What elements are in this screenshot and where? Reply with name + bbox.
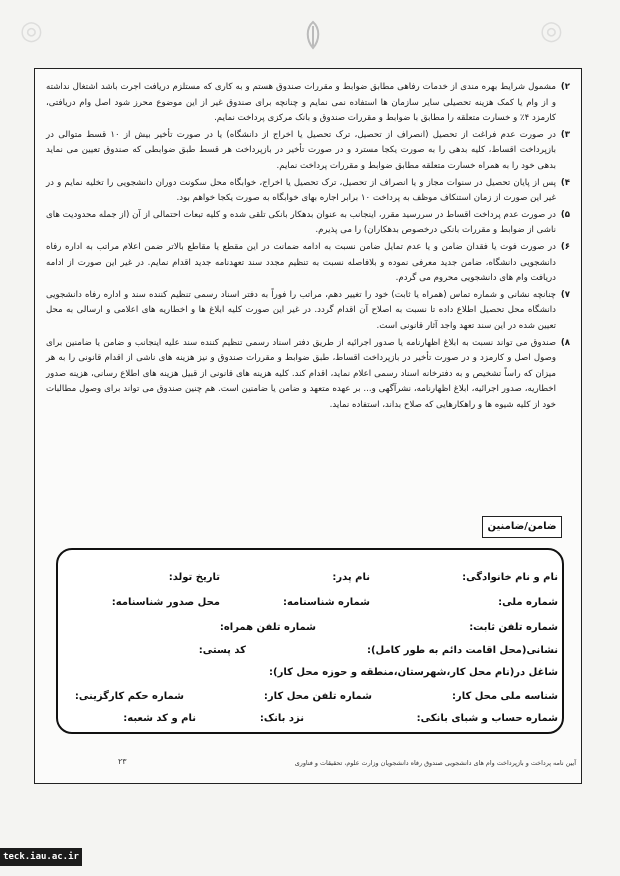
clause-text: در صورت عدم پرداخت اقساط در سررسید مقرر، اینجانب به عنوان بدهکار بانکی تلقی شده و کلیه تبعات احتمالی از آن (از جمله محدودیت های ناشی از ضوابط و مقررات بانکی درخصوص بدهکاران) را می پذیرم. [46, 209, 556, 236]
clause-item [46, 240, 570, 287]
page-number: ۲۳ [118, 757, 127, 766]
watermark-icon: ◎ [540, 16, 563, 46]
clause-number: ۴) [560, 177, 570, 188]
clause-item [46, 176, 570, 207]
clause-text: مشمول شرایط بهره مندی از خدمات رفاهی مطابق ضوابط و مقررات صندوق هستم و به کاری که مستلزم دریافت اجرت باشد اشتغال نداشته و از وام یا کمک هزینه تحصیلی سایر سازمان ها استفاده نمی نمایم و چنانچه برای صندوق غیر از این موضوع محرز شود اصل وام دریافتی، کارمزد ۴٪ و خسارت متعلقه را مطابق با ضوابط و مقررات صندوق و بانک مرکزی پرداخت نمایم. [46, 82, 556, 124]
clause-text: در صورت فوت یا فقدان ضامن و یا عدم تمایل ضامن نسبت به ادامه ضمانت در این مقطع یا مقاطع بالاتر ضمن اعلام مراتب به اداره رفاه دانشجویی دانشگاه، ضامن جدید معرفی نموده و بلافاصله نسبت به تنظیم مجدد سند تعهدنامه جدید اقدام نمایم. در غیر این صورت از ادامه دریافت وام های دانشجویی محروم می گردم. [46, 241, 556, 284]
bank-name-field[interactable]: نزد بانک: [259, 713, 304, 724]
clause-text: چنانچه نشانی و شماره تماس (همراه یا ثابت) خود را تغییر دهم، مراتب را فوراً به دفتر اسناد رسمی تنظیم کننده سند و اداره رفاه دانشجویی دانشگاه محل تحصیل اطلاع داده تا نسبت به اصلاح آن اقدام گردد. در غیر این صورت کلیه ابلاغ ها و اخطاریه های اعلامی و ارسالی به محل تعیین شده در این سند تعهد واجد آثار قانونی است. [46, 289, 556, 331]
postal-code-field[interactable]: کد پستی: [198, 645, 246, 656]
id-place-field[interactable]: محل صدور شناسنامه: [111, 597, 220, 608]
work-phone-field[interactable]: شماره تلفن محل کار: [263, 691, 372, 702]
landline-field[interactable]: شماره تلفن ثابت: [469, 622, 558, 633]
clause-number: ۵) [560, 209, 570, 220]
clause-item [46, 288, 570, 335]
clause-text: پس از پایان تحصیل در سنوات مجاز و یا انصراف از تحصیل، ترک تحصیل یا اخراج، خوابگاه محل سکونت دوران دانشجویی را تخلیه نمایم و در غیر این صورت از زمان استنکاف موظف به پرداخت ۱۰ برابر اجاره بهای خوابگاه به صورت یکجا خواهم بود. [46, 177, 556, 204]
watermark-icon: ◎ [20, 16, 43, 46]
clause-number: ۷) [560, 289, 570, 300]
decree-number-field[interactable]: شماره حکم کارگزینی: [74, 691, 184, 702]
birth-date-field[interactable]: تاریخ تولد: [168, 572, 220, 583]
father-name-field[interactable]: نام پدر: [332, 572, 370, 583]
national-id-field[interactable]: شماره ملی: [498, 597, 558, 608]
clause-item [46, 208, 570, 239]
clause-number: ۸) [560, 337, 570, 348]
clause-number: ۲) [560, 82, 570, 92]
clause-text: صندوق می تواند نسبت به ابلاغ اظهارنامه یا صدور اجرائیه از طریق دفتر اسناد رسمی تنظیم کننده سند علیه اینجانب و ضامن یا ضامنین برای وصول اصل و کارمزد و در صورت تأخیر در بازپرداخت اقساط، طبق ضوابط و مقررات صندوق و نیز هزینه های ناشی از اقدام قانونی را به هر میزان که راساً تشخیص و به دفترخانه اسناد رسمی اعلام نماید، اقدام کند. کلیه هزینه های قانونی از قبیل هزینه های اطلاع رسانی، هزینه صدور اخطاریه، صدور اجرائیه، ابلاغ اظهارنامه، نشرآگهی و... بر عهده متعهد و ضامن یا ضامنین است. هم چنین صندوق می تواند برای وصول مطالبات خود از کلیه شیوه ها و راهکارهایی که صلاح بداند، استفاده نماید. [46, 337, 556, 410]
clause-number: ۳) [560, 129, 570, 140]
clause-item [46, 128, 570, 175]
clauses-list [46, 80, 570, 414]
employment-field[interactable]: شاغل در(نام محل کار،شهرستان،منطقه و حوزه محل کار): [269, 667, 558, 678]
work-national-id-field[interactable]: شناسه ملی محل کار: [451, 691, 558, 702]
guarantor-name-field[interactable]: نام و نام خانوادگی: [462, 572, 558, 583]
clause-item [46, 336, 570, 414]
clause-item [46, 80, 570, 127]
bank-account-field[interactable]: شماره حساب و شبای بانکی: [416, 713, 558, 724]
footer-note: آیین نامه پرداخت و بازپرداخت وام های دانشجویی صندوق رفاه دانشجویان وزارت علوم، تحقیقات و فناوری [294, 759, 576, 767]
emblem-icon [300, 20, 326, 50]
site-brand[interactable]: teck.iau.ac.ir [0, 848, 82, 866]
clause-text: در صورت عدم فراغت از تحصیل (انصراف از تحصیل، ترک تحصیل یا اخراج از دانشگاه) یا در صورت تأخیر بیش از ۱۰ قسط متوالی در بازپرداخت اقساط، کلیه بدهی را به صورت یکجا مسترد و در صورت تأخیر در بازپرداخت هر قسط طبق ضوابطی که صندوق تعیین می نماید بدهی خود را به همراه خسارت متعلقه مطابق ضوابط و مقررات پرداخت نمایم. [46, 129, 556, 171]
address-field[interactable]: نشانی(محل اقامت دائم به طور کامل): [366, 645, 558, 656]
clause-number: ۶) [560, 241, 570, 252]
mobile-field[interactable]: شماره تلفن همراه: [219, 622, 316, 633]
guarantor-heading: ضامن/ضامنین [482, 516, 562, 538]
id-number-field[interactable]: شماره شناسنامه: [282, 597, 370, 608]
branch-field[interactable]: نام و کد شعبه: [123, 713, 196, 724]
